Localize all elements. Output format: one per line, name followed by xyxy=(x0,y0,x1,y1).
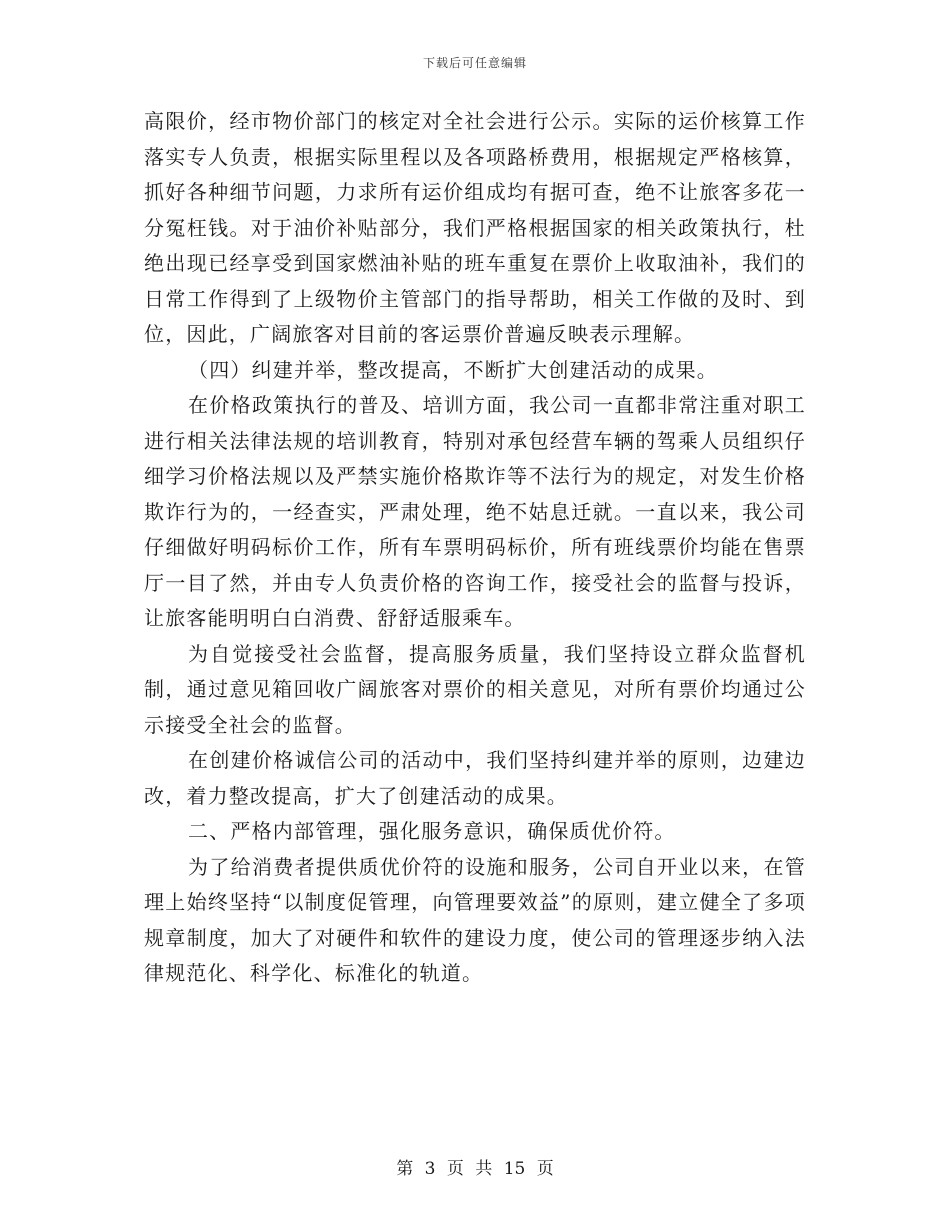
paragraph-3: 在价格政策执行的普及、培训方面，我公司一直都非常注重对职工进行相关法律法规的培训教育，特别对承包经营车辆的驾乘人员组织仔细学习价格法规以及严禁实施价格欺诈等不法行为的规定，对发生价格欺诈行为的，一经查实，严肃处理，绝不姑息迁就。一直以来，我公司仔细做好明码标价工作，所有车票明码标价，所有班线票价均能在售票厅一目了然，并由专人负责价格的咨询工作，接受社会的监督与投诉，让旅客能明明白白消费、舒舒适服乘车。 xyxy=(144,393,806,630)
paragraph-7: 为了给消费者提供质优价符的设施和服务，公司自开业以来，在管理上始终坚持“以制度促管理，向管理要效益”的原则，建立健全了多项规章制度，加大了对硬件和软件的建设力度，使公司的管理逐步纳入法律规范化、科学化、标准化的轨道。 xyxy=(144,854,806,985)
paragraph-6: 二、严格内部管理，强化服务意识，确保质优价符。 xyxy=(188,819,676,843)
page-number: 第 3 页 共 15 页 xyxy=(396,1159,554,1179)
page-header: 下载后可任意编辑 xyxy=(422,56,527,70)
paragraph-1: 高限价，经市物价部门的核定对全社会进行公示。实际的运价核算工作落实专人负责，根据实际里程以及各项路桥费用，根据规定严格核算，抓好各种细节问题，力求所有运价组成均有据可查，绝不让旅客多花一分冤枉钱。对于油价补贴部分，我们严格根据国家的相关政策执行，杜绝出现已经享受到国家燃油补贴的班车重复在票价上收取油补，我们的日常工作得到了上级物价主管部门的指导帮助，相关工作做的及时、到位，因此，广阔旅客对目前的客运票价普遍反映表示理解。 xyxy=(144,109,806,346)
paragraph-2: （四）纠建并举，整改提高，不断扩大创建活动的成果。 xyxy=(188,357,718,382)
paragraph-5: 在创建价格诚信公司的活动中，我们坚持纠建并举的原则，边建边改，着力整改提高，扩大了创建活动的成果。 xyxy=(144,748,806,808)
document-body xyxy=(144,104,806,992)
paragraph-4: 为自觉接受社会监督，提高服务质量，我们坚持设立群众监督机制，通过意见箱回收广阔旅客对票价的相关意见，对所有票价均通过公示接受全社会的监督。 xyxy=(144,641,806,737)
